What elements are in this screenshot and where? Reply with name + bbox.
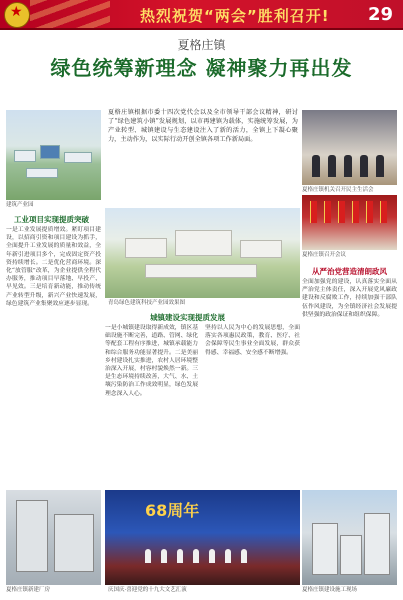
building-shape [145,264,257,278]
stage-backdrop-text: 68周年 [145,501,200,520]
building-shape [175,230,232,256]
building-shape [364,513,390,575]
person-shape [312,155,320,177]
performer-shape [241,549,247,563]
flag-decoration [30,0,110,28]
bottom-right-photo [302,490,397,585]
section-text: 全面加强党的建设，认真落实全面从严治党主体责任，深入开展党风廉政建设和反腐败工作，持续加强干部队伍作风建设，为全镇经济社会发展提供坚强的政治保证和组织保障。 [302,279,397,318]
header-banner [0,0,403,28]
building-shape [125,238,167,258]
person-shape [328,155,336,177]
section-text: 一是工业发展提质增效。紧盯项目建设，以招商引资和项目建设为抓手，全面提升工业发展的质量和效益，全年新引进项目多个，完成固定资产投资持续增长。二是优化营商环境。深化“放管服”改革，为企业提供全程代办服务，推动项目早落地、早投产、早见效。三是培育新动能，推动传统产业转型升级，新兴产业快速发展，绿色建筑产业集聚效应逐步显现。 [6,227,101,307]
aerial-caption: 建筑产业园 [6,202,34,208]
party-emblem-icon [4,2,30,28]
section-title: 从严治党营造清朗政风 [312,267,387,276]
building-shape [40,145,60,159]
bottom-right-caption: 夏格庄镇建设施工现场 [302,587,358,593]
article-kicker: 夏格庄镇 [177,38,226,52]
meeting-photo [302,195,397,250]
flag-shape [352,201,359,223]
page-number: 29 [367,4,393,25]
section-text: 一是小城镇建设取得新成效，镇区基础设施不断完善，道路、管网、绿化等配套工程有序推进，城镇承载能力和综合服务功能显著提升。二是美丽乡村建设扎实推进，农村人居环境整治深入开展，村容村貌焕然一新。三是生态环境持续改善，大气、水、土壤污染防治工作成效明显，绿色发展理念深入人心。 [105,325,198,397]
article-intro: 夏格庄镇根据市委十四次党代会以及全市领导干部会议精神，研讨了“绿色建筑小镇”发展规划，以市再建镇为载体，实施统筹发展，为产业转型、城镇建设与生态建设注入了新的活力，全镇上下凝心聚力，主动作为，以实际行动开创全镇各项工作新局面。 [108,109,298,143]
person-shape [360,155,368,177]
building-shape [240,240,282,258]
flag-shape [324,201,331,223]
performer-shape [209,549,215,563]
building-shape [340,535,362,575]
building-shape [54,514,94,572]
flag-shape [380,201,387,223]
flag-shape [366,201,373,223]
render-photo [105,208,300,298]
performer-shape [177,549,183,563]
performer-shape [225,549,231,563]
section-title: 城镇建设实现提质发展 [150,313,225,322]
stage-photo [105,490,300,585]
building-shape [312,523,338,575]
banner-title: 热烈祝贺“两会”胜利召开! [140,7,330,25]
top-right-caption: 夏格庄镇机关召开民主生活会 [302,187,374,193]
building-shape [64,152,92,163]
performer-shape [145,549,151,563]
performer-shape [193,549,199,563]
building-shape [14,150,36,162]
person-shape [344,155,352,177]
meeting-caption: 夏格庄镇召开会议 [302,252,347,258]
bottom-left-photo [6,490,101,585]
aerial-photo [6,110,101,200]
header-rule [0,28,403,30]
bottom-left-caption: 夏格庄镇新建厂房 [6,587,51,593]
person-shape [376,155,384,177]
section-title: 工业项目实现提质突破 [14,215,89,224]
article-headline: 绿色统筹新理念 凝神聚力再出发 [50,56,353,80]
section-text: 坚持以人民为中心的发展思想，全面落实各项惠民政策，教育、医疗、社会保障等民生事业全面发展，群众获得感、幸福感、安全感不断增强。 [205,325,300,356]
flag-shape [338,201,345,223]
top-right-photo [302,110,397,185]
render-caption: 青岛绿色建筑科技产业园效果图 [108,300,186,306]
stage-caption: 庆国庆·喜迎党的十九大文艺汇演 [108,587,187,593]
flag-shape [310,201,317,223]
performer-shape [161,549,167,563]
building-shape [16,500,48,572]
building-shape [26,168,58,178]
